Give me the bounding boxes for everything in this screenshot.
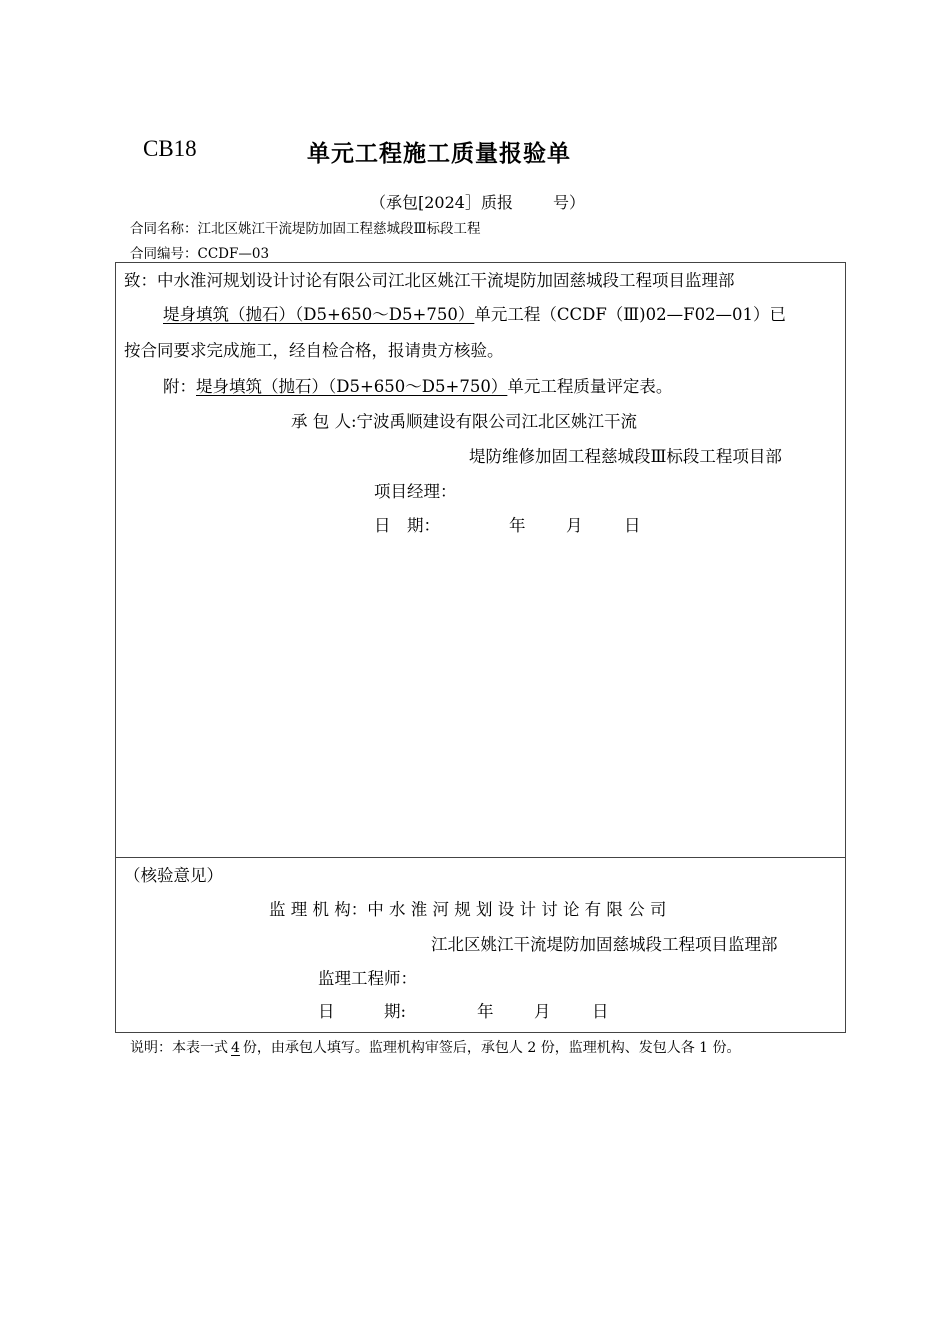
- project-manager-label: 项目经理：: [374, 482, 457, 501]
- supervision-engineer-label: 监理工程师：: [318, 969, 417, 988]
- attachment-prefix: 附：: [163, 377, 196, 396]
- review-date-year: 年: [477, 1002, 494, 1021]
- note-prefix: 说明：本表一式: [130, 1040, 228, 1056]
- review-date-label: 日 期:: [318, 1002, 407, 1021]
- report-number-suffix: 号）: [552, 193, 585, 212]
- form-code: CB18: [143, 136, 197, 161]
- contract-name: 合同名称：江北区姚江干流堤防加固工程慈城段Ⅲ标段工程: [130, 221, 481, 237]
- unit-name: 堤身填筑（抛石）（D5+650～D5+750）: [163, 305, 475, 324]
- form-title: 单元工程施工质量报验单: [307, 141, 571, 167]
- review-section: [115, 857, 846, 1033]
- date-month: 月: [566, 516, 583, 535]
- review-date-day: 日: [592, 1002, 609, 1021]
- unit-code-text: 单元工程（CCDF（Ⅲ)02—F02—01）已: [474, 305, 787, 324]
- addressee: 致：中水淮河规划设计讨论有限公司江北区姚江干流堤防加固慈城段工程项目监理部: [124, 271, 735, 290]
- date-year: 年: [509, 516, 526, 535]
- supervision-org-line-2: 江北区姚江干流堤防加固慈城段工程项目监理部: [431, 935, 778, 954]
- submission-date: [374, 512, 641, 536]
- report-number: [370, 190, 585, 213]
- contract-number: 合同编号：CCDF—03: [130, 246, 270, 262]
- body-line-2: 按合同要求完成施工，经自检合格，报请贵方核验。: [124, 341, 504, 360]
- date-label: 日 期：: [374, 516, 440, 535]
- report-number-prefix: （承包[2024］质报: [370, 193, 513, 212]
- attachment-name: 堤身填筑（抛石）（D5+650～D5+750）: [196, 377, 508, 396]
- attachment-line: [163, 373, 672, 397]
- note-suffix: 份，由承包人填写。监理机构审签后，承包人 2 份，监理机构、发包人各 1 份。: [242, 1040, 741, 1056]
- note-count: 4: [231, 1040, 240, 1056]
- review-title: （核验意见）: [124, 866, 223, 885]
- supervision-org-line-1: 监 理 机 构：中 水 淮 河 规 划 设 计 讨 论 有 限 公 司: [269, 900, 667, 919]
- review-date: [318, 998, 609, 1022]
- footer-note: [130, 1037, 741, 1057]
- submission-section: [115, 262, 846, 858]
- contractor-line-2: 堤防维修加固工程慈城段Ⅲ标段工程项目部: [469, 447, 782, 466]
- attachment-suffix: 单元工程质量评定表。: [507, 377, 673, 396]
- contractor-line-1: 承 包 人:宁波禹顺建设有限公司江北区姚江干流: [291, 412, 638, 431]
- date-day: 日: [624, 516, 641, 535]
- unit-line: [163, 301, 786, 325]
- review-date-month: 月: [534, 1002, 551, 1021]
